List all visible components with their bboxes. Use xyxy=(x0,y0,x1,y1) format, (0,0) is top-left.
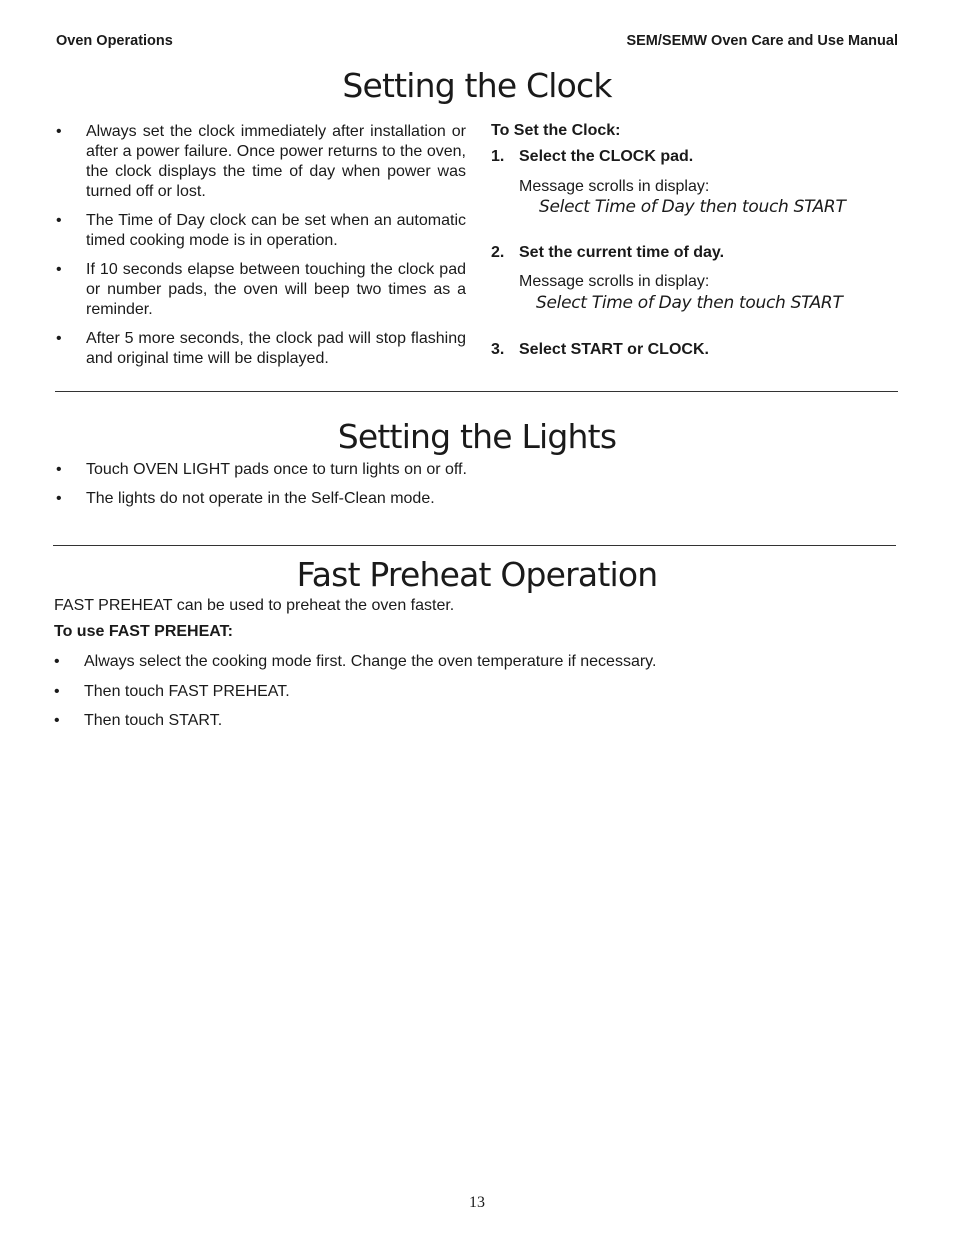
clock-notes-list xyxy=(56,122,466,378)
procedure-heading: To Set the Clock: xyxy=(491,122,621,139)
list-item: • Touch OVEN LIGHT pads once to turn lights on or off. xyxy=(56,461,467,478)
preheat-section-title: Fast Preheat Operation xyxy=(296,555,658,594)
running-header-section: Oven Operations xyxy=(56,33,173,49)
bullet-icon: • xyxy=(54,682,60,700)
section-divider xyxy=(53,545,896,546)
step-2-display-message: Select Time of Day then touch START xyxy=(536,293,843,313)
list-item: • Then touch START. xyxy=(54,712,223,729)
step-1-display-message: Select Time of Day then touch START xyxy=(539,197,846,217)
running-header-manual-title: SEM/SEMW Oven Care and Use Manual xyxy=(626,33,898,49)
list-item: • After 5 more seconds, the clock pad will stop flashing and original time will be displayed. xyxy=(56,330,466,367)
preheat-intro-text: FAST PREHEAT can be used to preheat the oven faster. xyxy=(54,597,455,614)
bullet-icon: • xyxy=(56,330,62,347)
bullet-icon: • xyxy=(56,490,62,507)
list-item: • If 10 seconds elapse between touching the clock pad or number pads, the oven will beep two times as a reminder. xyxy=(56,261,466,318)
lights-section-title: Setting the Lights xyxy=(337,417,617,456)
procedure-step-3: 3. Select START or CLOCK. xyxy=(491,341,709,358)
page-number: 13 xyxy=(469,1194,485,1211)
list-item: • The lights do not operate in the Self-Clean mode. xyxy=(56,490,435,507)
procedure-step-1: 1. Select the CLOCK pad. xyxy=(491,148,694,165)
bullet-icon: • xyxy=(56,212,62,229)
list-item: • Always select the cooking mode first. Change the oven temperature if necessary. xyxy=(54,653,657,670)
section-divider xyxy=(55,391,898,392)
clock-section-title: Setting the Clock xyxy=(342,66,612,105)
bullet-icon: • xyxy=(54,653,60,670)
bullet-icon: • xyxy=(56,461,62,478)
preheat-steps-list xyxy=(54,652,894,741)
list-item: • The Time of Day clock can be set when an automatic timed cooking mode is in operation. xyxy=(56,212,466,249)
list-item: • Then touch FAST PREHEAT. xyxy=(54,682,290,700)
step-2-message-label: Message scrolls in display: xyxy=(519,273,710,290)
lights-notes-list xyxy=(56,460,896,518)
bullet-icon: • xyxy=(54,712,60,729)
bullet-icon: • xyxy=(56,123,62,140)
bullet-icon: • xyxy=(56,261,62,278)
preheat-subheading: To use FAST PREHEAT: xyxy=(54,623,233,640)
list-item: • Always set the clock immediately after installation or after a power failure. Once power returns to the oven, the clock displays the time of day when power was turned off or lost. xyxy=(56,123,466,200)
step-1-message-label: Message scrolls in display: xyxy=(519,178,710,195)
procedure-step-2: 2. Set the current time of day. xyxy=(491,244,725,261)
